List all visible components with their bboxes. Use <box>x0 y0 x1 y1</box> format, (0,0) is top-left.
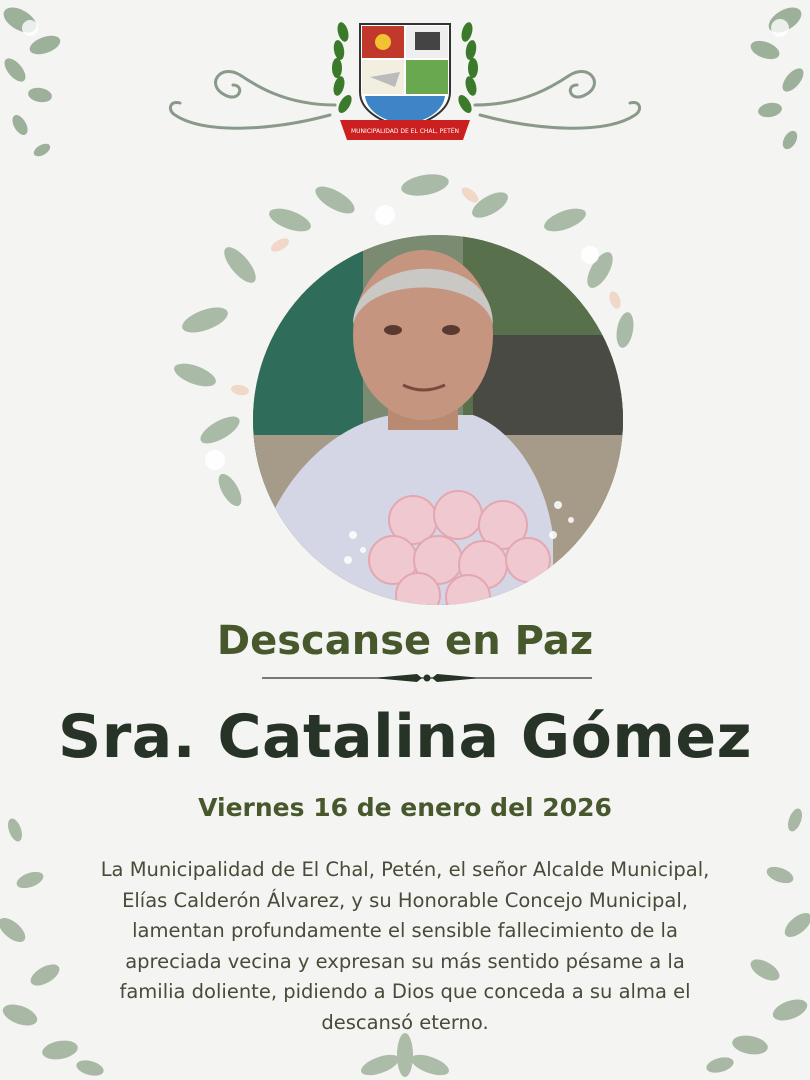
municipal-crest-icon <box>325 12 485 147</box>
condolence-message: La Municipalidad de El Chal, Petén, el señor Alcalde Municipal, Elías Calderón Álvarez, y su Honorable Concejo Municipal, lamentan profundamente el sensible fallecimiento de la apreciada vecina y expresan su más sentido pésame a la familia doliente, pidiendo a Dios que conceda a su alma el descansó eterno. <box>100 858 710 1034</box>
leaf-corner-top-right-icon <box>725 0 810 170</box>
leaf-corner-bottom-left-icon <box>0 800 110 1080</box>
divider-ornament-icon <box>262 670 592 686</box>
portrait-image-icon <box>253 235 623 605</box>
memorial-date: Viernes 16 de enero del 2026 <box>198 793 612 822</box>
memorial-photo <box>253 235 623 605</box>
leaf-corner-top-left-icon <box>0 0 90 170</box>
rest-in-peace-title: Descanse en Paz <box>216 618 594 664</box>
crest-ribbon-text: MUNICIPALIDAD DE EL CHAL, PETÉN <box>350 128 460 135</box>
deceased-name: Sra. Catalina Gómez <box>58 702 752 772</box>
leaf-corner-bottom-right-icon <box>700 790 810 1080</box>
